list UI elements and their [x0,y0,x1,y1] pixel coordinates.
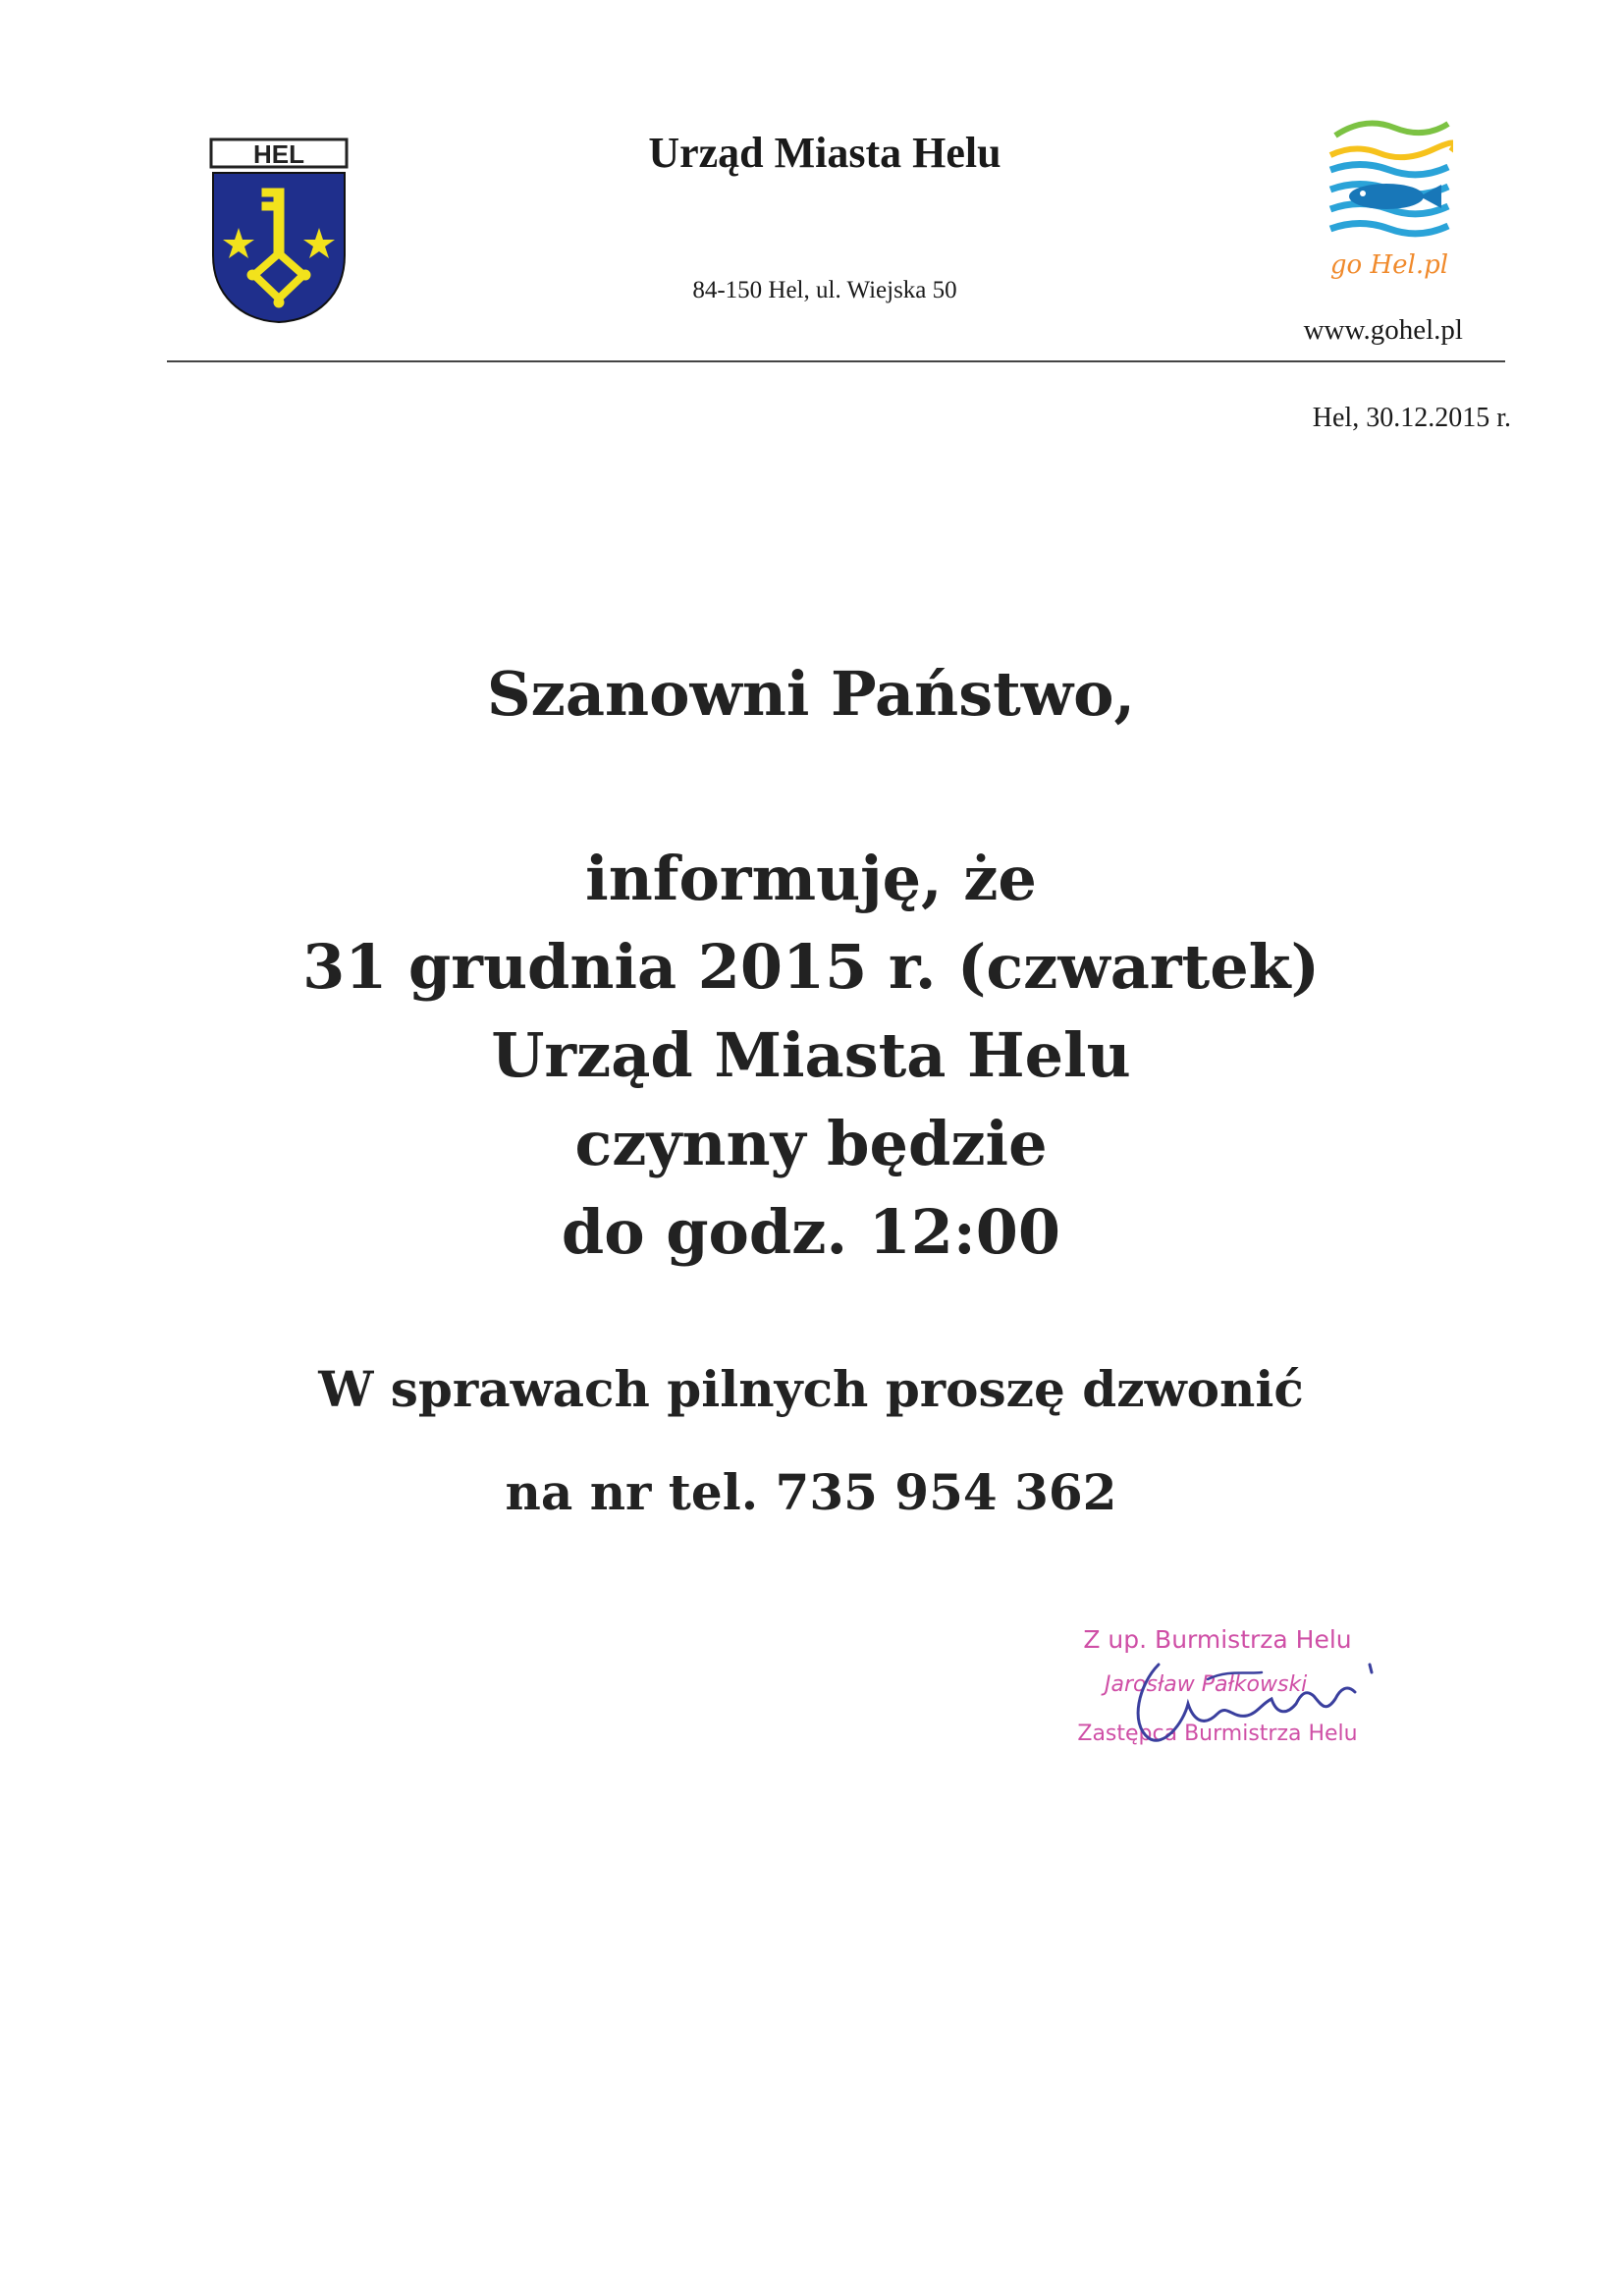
gohel-logo-icon [1325,116,1453,288]
notice-block [222,835,1400,1277]
document-date: Hel, 30.12.2015 r. [1312,403,1511,433]
office-name: Urząd Miasta Helu [648,129,1001,177]
notice-line: 31 grudnia 2015 r. (czwartek) [302,931,1320,1003]
coat-label: HEL [253,139,304,169]
website-link: www.gohel.pl [1303,314,1463,346]
phone-number-line: na nr tel. 735 954 362 [505,1463,1117,1521]
greeting: Szanowni Państwo, [486,658,1136,730]
urgent-contact-line: W sprawach pilnych proszę dzwonić [318,1360,1304,1418]
notice-line: informuję, że [585,843,1037,914]
official-stamp [1051,1625,1424,1773]
notice-line: Urząd Miasta Helu [491,1019,1131,1091]
stamp-line-name: Jarosław Pałkowski [1105,1672,1308,1697]
header-divider [167,360,1505,362]
logo-text: go Hel.pl [1329,250,1449,280]
hel-coat-of-arms-icon [209,137,349,324]
stamp-line-authority: Z up. Burmistrza Helu [1083,1625,1352,1654]
notice-line: do godz. 12:00 [561,1196,1061,1268]
office-address: 84-150 Hel, ul. Wiejska 50 [692,277,957,303]
signature-icon [1090,1645,1404,1753]
stamp-line-title: Zastępca Burmistrza Helu [1077,1722,1358,1746]
notice-line: czynny będzie [574,1108,1048,1179]
